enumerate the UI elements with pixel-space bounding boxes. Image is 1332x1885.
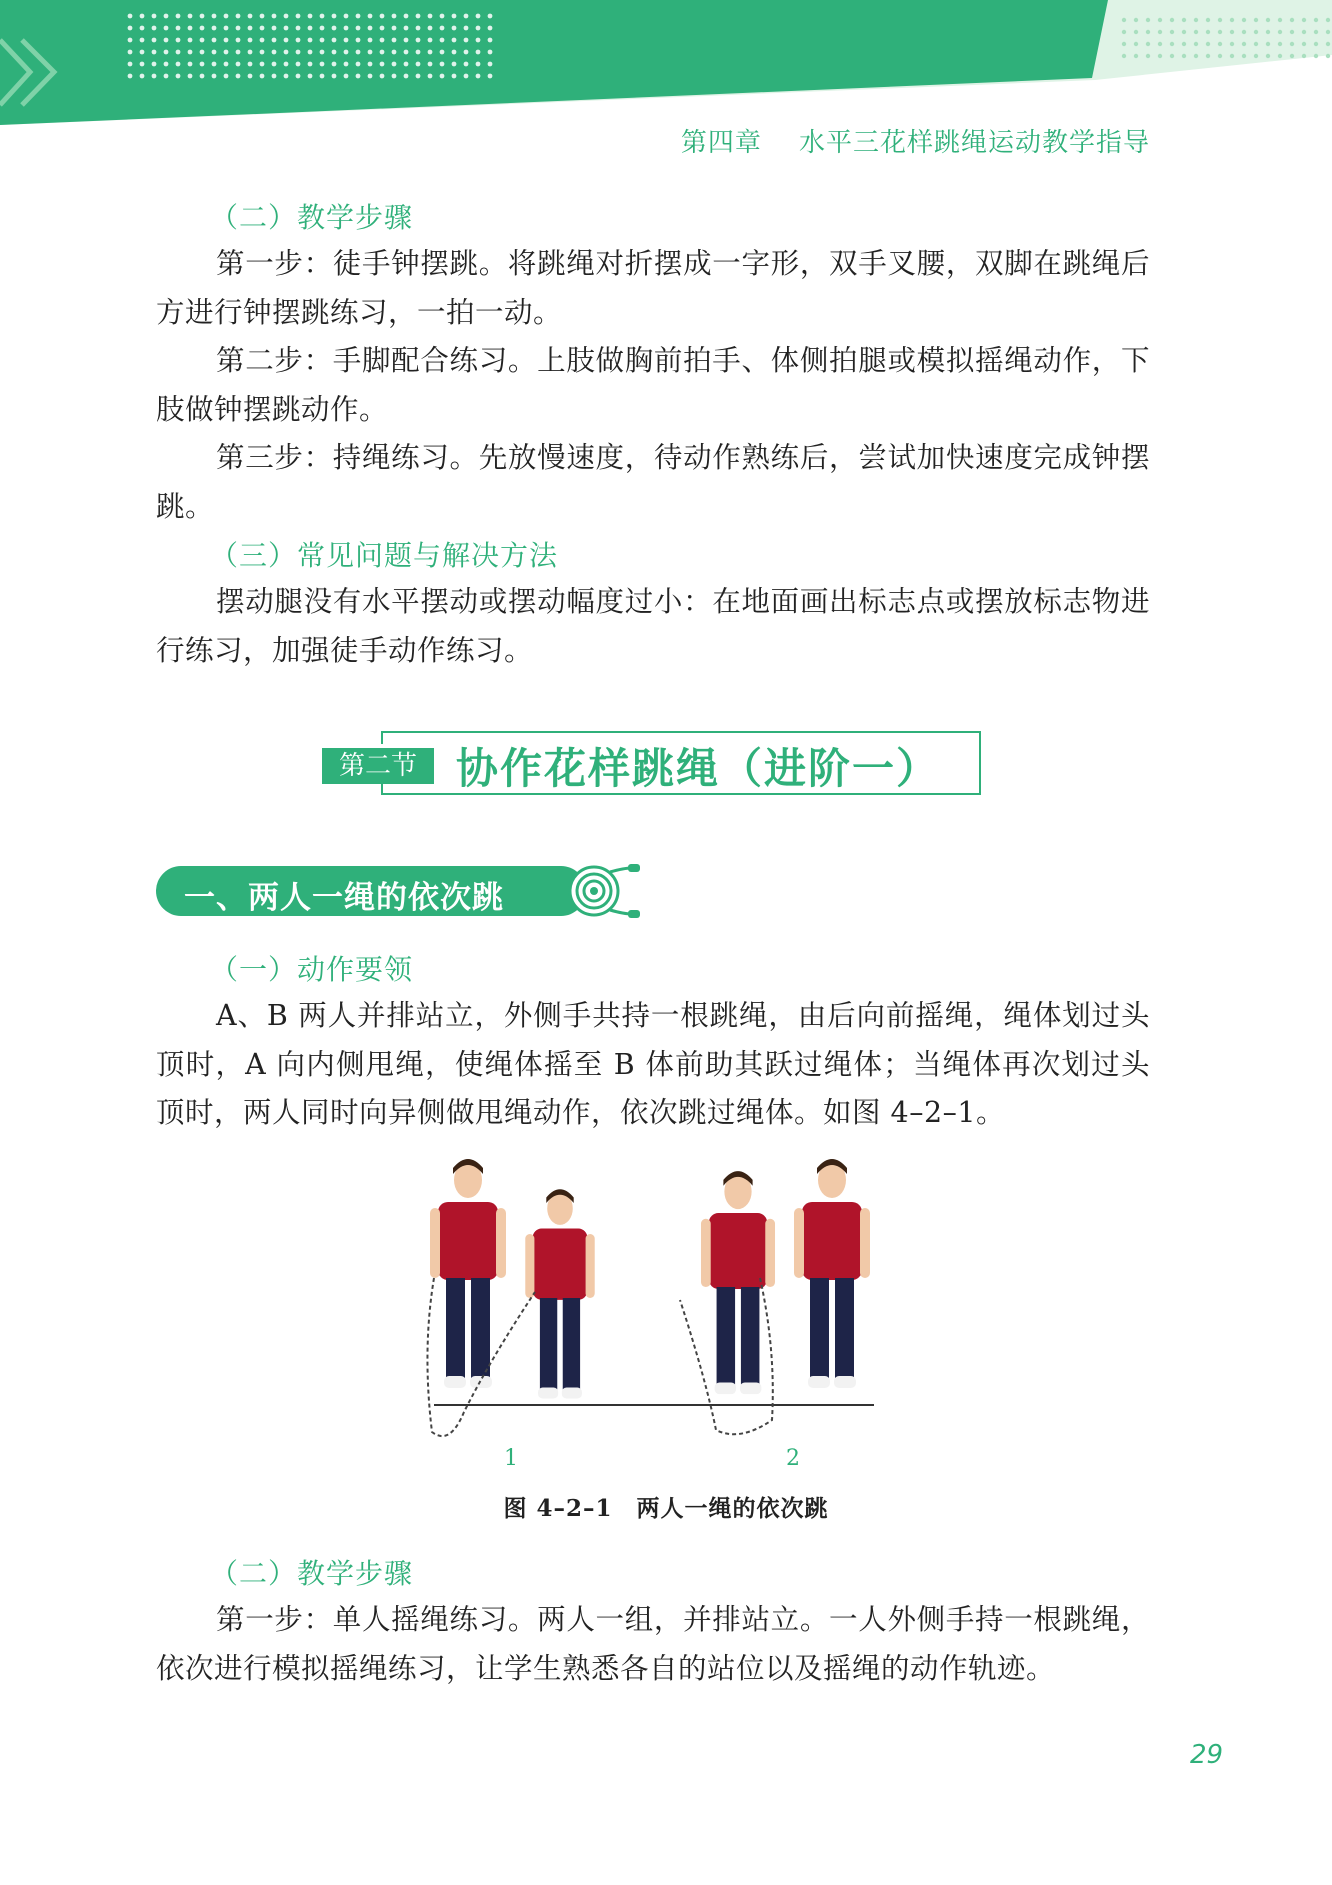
chapter-header (600, 122, 1150, 159)
figure-person (701, 1171, 775, 1394)
figure-caption: 图 4–2–1 两人一绳的依次跳 (503, 1495, 829, 1522)
paragraph-step-3: 第三步：持绳练习。先放慢速度，待动作熟练后，尝试加快速度完成钟摆跳。 (156, 441, 1150, 523)
paragraph-action-essentials: A、B 两人并排站立，外侧手共持一根跳绳，由后向前摇绳，绳体划过头顶时，A 向内侧甩绳，使绳体摇至 B 体前助其跃过绳体；当绳体再次划过头顶时，两人同时向异侧做甩绳动作，依次跳过绳体。如图 4–2–1。 (156, 999, 1150, 1129)
subheading-teaching-steps: （二）教学步骤 (210, 201, 414, 234)
subheading-common-problems: （三）常见问题与解决方法 (210, 539, 559, 572)
rope-coil-icon (566, 862, 642, 920)
paragraph-step-1: 第一步：徒手钟摆跳。将跳绳对折摆成一字形，双手叉腰，双脚在跳绳后方进行钟摆跳练习，一拍一动。 (156, 247, 1150, 329)
subheading-teaching-steps-2: （二）教学步骤 (210, 1557, 414, 1590)
subheading-action-essentials: （一）动作要领 (210, 953, 414, 986)
section-title: 协作花样跳绳（进阶一） (456, 744, 941, 793)
figure-person (525, 1189, 594, 1398)
figure-label-2: 2 (786, 1446, 800, 1471)
chapter-title: 水平三花样跳绳运动教学指导 (798, 128, 1150, 158)
paragraph-single-rope-practice: 第一步：单人摇绳练习。两人一组，并排站立。一人外侧手持一根跳绳，依次进行模拟摇绳练习，让学生熟悉各自的站位以及摇绳的动作轨迹。 (156, 1603, 1150, 1685)
figure-person (430, 1159, 506, 1388)
paragraph-problem-solution: 摆动腿没有水平摆动或摆动幅度过小：在地面画出标志点或摆放标志物进行练习，加强徒手动作练习。 (156, 585, 1150, 667)
top-banner (0, 0, 1332, 130)
chapter-number: 第四章 (680, 128, 762, 158)
section-number-badge: 第二节 (322, 748, 434, 784)
paragraph-step-2: 第二步：手脚配合练习。上肢做胸前拍手、体侧拍腿或模拟摇绳动作，下肢做钟摆跳动作。 (156, 344, 1150, 426)
figure-person (794, 1159, 870, 1388)
topic-heading: 一、两人一绳的依次跳 (184, 880, 504, 916)
figure-jump-rope-illustration (420, 1150, 900, 1470)
figure-label-1: 1 (504, 1446, 518, 1471)
page-number: 29 (1190, 1740, 1224, 1770)
